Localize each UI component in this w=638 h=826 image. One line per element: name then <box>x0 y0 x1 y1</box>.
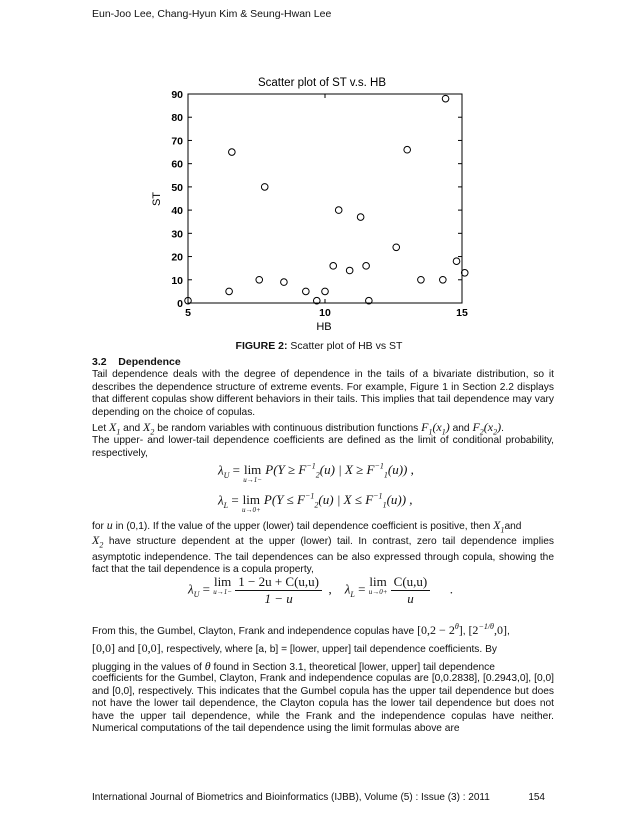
scatter-chart <box>148 74 478 336</box>
var-u: u <box>106 518 113 532</box>
data-point <box>346 267 353 274</box>
equation-copula: $\lambda_U = \lim$ u→1− $\frac{1 - 2u + C(u,u)}{1 - u}$ , $\lambda_L = \lim$ u→0+ $\frac{C(u,u)}{u}$ . <box>188 574 454 606</box>
var-f2: $F_2(x_2)$ <box>472 420 502 437</box>
data-point <box>281 279 288 286</box>
equation-lower-tail: $\lambda_L = \lim$ u→0+ $P(Y \le F^{-1}_2(u)$ | $X \le F^{-1}_1(u)$) , <box>218 492 413 514</box>
y-tick-label: 70 <box>171 135 183 148</box>
value-gumbel: $[0,2 - 2^\theta]$ <box>417 622 463 637</box>
text-from-this: From this, the Gumbel, Clayton, Frank and independence copulas have <box>92 626 418 637</box>
value-clayton: $[2^{-1/\theta},0]$ <box>468 622 507 637</box>
text-condition: in (0,1). If the value of the upper (lower) tail dependence coefficient is positive, then <box>112 521 494 532</box>
var-x2b: $X_2$ <box>92 533 104 550</box>
var-theta: θ <box>204 659 211 673</box>
text-respectively: , respectively, where [a, b] = [lower, upper] tail dependence coefficients. By <box>160 644 497 655</box>
running-header: Eun-Joo Lee, Chang-Hyun Kim & Seung-Hwan Lee <box>92 8 332 20</box>
section-heading <box>92 356 181 368</box>
chart-axes <box>188 94 462 303</box>
data-point <box>330 263 337 270</box>
text-let: Let <box>92 423 109 434</box>
x-tick-labels <box>185 307 468 319</box>
data-point <box>404 146 411 153</box>
data-point <box>226 288 233 295</box>
var-f1: $F_1(x_1)$ <box>421 420 450 437</box>
caption-text: Scatter plot of HB vs ST <box>287 340 403 352</box>
data-point <box>442 95 449 102</box>
var-x1: $X_1$ <box>109 420 121 437</box>
text-plugging: plugging in the values of <box>92 662 205 673</box>
data-point <box>357 214 364 221</box>
figure-caption <box>0 340 638 352</box>
paragraph-definition: The upper- and lower-tail dependence coefficients are defined as the limit of conditional probability, respectively, <box>92 435 554 459</box>
text-end: . <box>501 423 504 434</box>
text-and3: and <box>504 521 522 532</box>
y-tick-label: 20 <box>171 251 183 264</box>
data-point <box>335 207 342 214</box>
y-tick-label: 80 <box>171 112 183 125</box>
paragraph-intro: Tail dependence deals with the degree of dependence in the tails of a bivariate distribution, so it describes the dependence structure of extreme events. For example, Figure 1 in Section 2.2 displays that different copulas show different behaviors in their tails. This implies that tail dependence may vary depending on the choice of copulas. <box>92 369 554 418</box>
data-point <box>393 244 400 251</box>
x-tick-label: 5 <box>185 307 191 319</box>
y-tick-labels <box>171 89 183 310</box>
x-axis-label: HB <box>316 321 332 333</box>
y-tick-label: 40 <box>171 205 183 218</box>
text-mid: be random variables with continuous distribution functions <box>154 423 422 434</box>
paragraph-copulas-line1: From this, the Gumbel, Clayton, Frank and independence copulas have $[0,2 - 2^\theta]$, $[2^{-1/\theta},0]$, <box>92 622 510 637</box>
chart-title: Scatter plot of ST v.s. HB <box>257 77 387 89</box>
y-tick-label: 10 <box>171 274 183 287</box>
text-and4: and <box>115 644 138 655</box>
var-x1b: $X_1$ <box>493 518 505 535</box>
paragraph-copulas-line2 <box>92 641 497 656</box>
var-x2: $X_2$ <box>143 420 155 437</box>
text-found: found in Section 3.1, theoretical [lower, upper] tail dependence <box>210 662 495 673</box>
y-tick-label: 30 <box>171 228 183 241</box>
section-number: 3.2 <box>92 356 107 368</box>
text-structure: have structure dependent at the upper (lower) tail. In contrast, zero tail dependence implies asymptotic independence. The tail dependences can be also expressed through copula, showing the fact that the tail dependence is a copula property, <box>92 536 554 576</box>
data-point <box>418 276 425 283</box>
paragraph-copulas-rest: coefficients for the Gumbel, Clayton, Frank and independence copulas are [0,0.2838], [0.2943,0], [0,0] and [0,0], respectively. This indicates that the Gumbel copula has the upper tail dependence but does not have the lower tail dependence, the Clayton copula has the lower tail dependence but does not have the upper tail dependence, while the Frank and the independence copulas have neither. Numerical computations of the tail dependence using the limit formulas above are <box>92 673 554 734</box>
y-axis-label: ST <box>151 191 163 207</box>
data-points <box>185 95 468 304</box>
paragraph-structure <box>92 534 554 577</box>
paragraph-for-u <box>92 518 521 534</box>
y-tick-label: 0 <box>177 298 183 310</box>
data-point <box>322 288 329 295</box>
data-point <box>261 184 268 191</box>
text-and: and <box>120 423 144 434</box>
caption-label: FIGURE 2: <box>235 340 288 352</box>
text-and2: and <box>449 423 473 434</box>
data-point <box>303 288 310 295</box>
data-point <box>363 263 370 270</box>
value-frank: [0,0] <box>92 641 115 655</box>
value-independence: [0,0] <box>137 641 161 655</box>
x-tick-label: 10 <box>319 307 331 319</box>
data-point <box>453 258 460 265</box>
footer-journal: International Journal of Biometrics and Bioinformatics (IJBB), Volume (5) : Issue (3) : 2011 <box>92 792 490 803</box>
y-tick-label: 50 <box>171 181 183 194</box>
section-title: Dependence <box>118 356 181 368</box>
y-tick-label: 90 <box>171 89 183 101</box>
y-tick-label: 60 <box>171 158 183 171</box>
paragraph-let-line <box>92 420 504 436</box>
data-point <box>256 276 263 283</box>
text-for: for <box>92 521 107 532</box>
page-number: 154 <box>528 792 545 803</box>
plot-frame <box>188 94 462 303</box>
paragraph-copulas-line3 <box>92 659 495 674</box>
data-point <box>440 276 447 283</box>
equation-upper-tail: $\lambda_U = \lim$ u→1− $P(Y \ge F^{-1}_2(u)$ | $X \ge F^{-1}_1(u)$) , <box>218 462 414 484</box>
x-tick-label: 15 <box>456 307 468 319</box>
data-point <box>229 149 236 156</box>
